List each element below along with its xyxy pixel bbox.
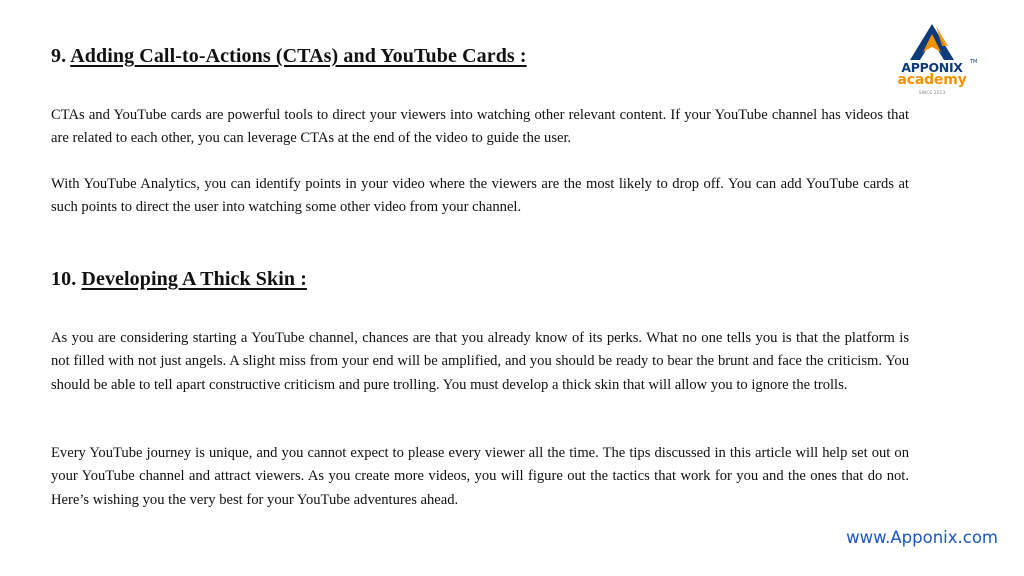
logo-trademark: TM	[970, 59, 978, 65]
logo-since: SINCE 2013	[918, 91, 946, 96]
paragraph: With YouTube Analytics, you can identify points in your video where the viewers are the most likely to drop off. You can add YouTube cards at such points to direct the user into watching some other video from your channel.	[51, 176, 909, 216]
apponix-academy-logo	[890, 20, 980, 106]
logo-name: APPONIX	[901, 60, 963, 75]
website-link[interactable]: www.Apponix.com	[846, 528, 998, 547]
section-title: Developing A Thick Skin :	[81, 268, 307, 290]
paragraph: As you are considering starting a YouTube channel, chances are that you already know of its perks. What no one tells you is that the platform is not filled with not just angels. A slight miss from your end will be amplified, and you should be ready to bear the brunt and face the criticism. You should be able to tell apart constructive criticism and pure trolling. You must develop a thick skin that will allow you to ignore the trolls.	[51, 330, 909, 393]
paragraph: Every YouTube journey is unique, and you cannot expect to please every viewer all the time. The tips discussed in this article will help set out on your YouTube channel and attract viewers. As you create more videos, you will figure out the tactics that work for you and the ones that do not. Here’s wishing you the very best for your YouTube adventures ahead.	[51, 445, 909, 508]
section-heading-ctas	[51, 45, 527, 68]
section-number: 10.	[51, 268, 77, 290]
section-title: Adding Call-to-Actions (CTAs) and YouTube Cards :	[70, 45, 527, 67]
logo-subtitle: academy	[897, 72, 967, 88]
section-number: 9.	[51, 45, 67, 67]
paragraph: CTAs and YouTube cards are powerful tools to direct your viewers into watching other relevant content. If your YouTube channel has videos that are related to each other, you can leverage CTAs at the end of the video to guide the user.	[51, 107, 909, 147]
section-heading-thick-skin	[51, 268, 307, 291]
logo-mark-icon	[890, 20, 980, 64]
